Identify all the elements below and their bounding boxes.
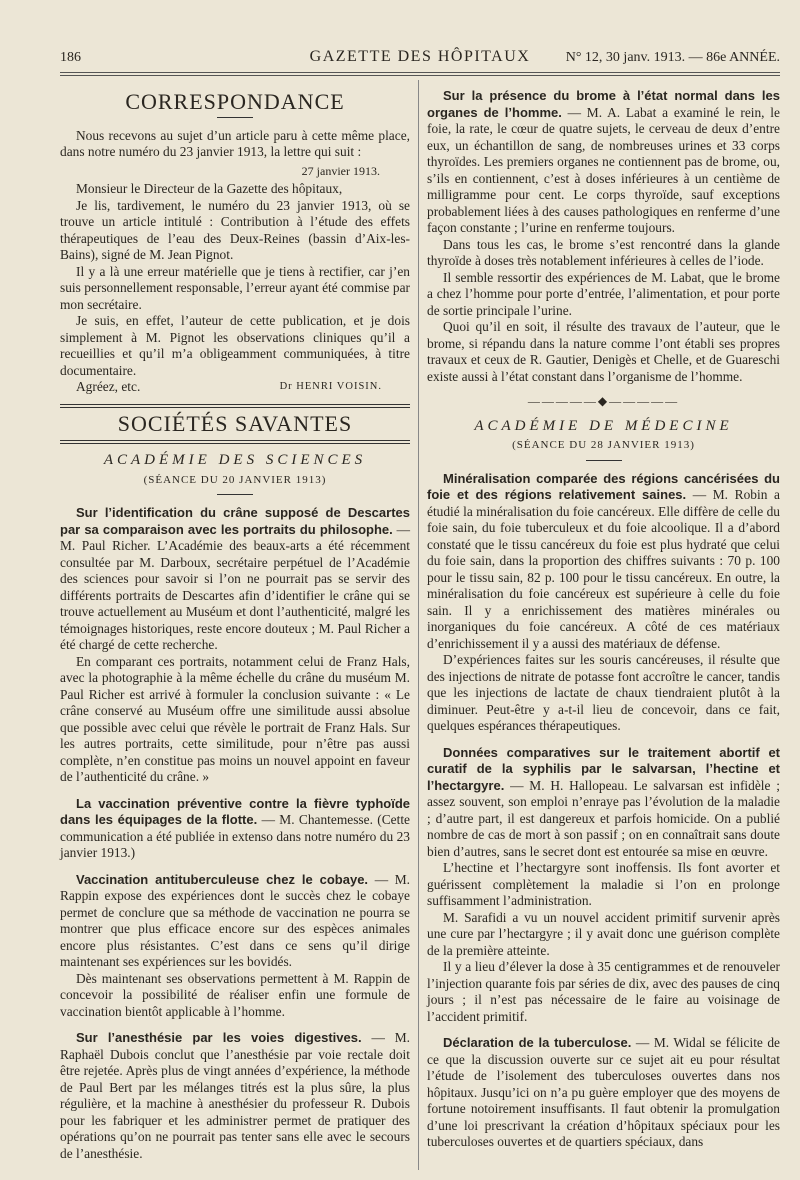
article-author: — M. Robin [692, 487, 768, 502]
article-text: Le salvarsan est infidèle ; assez souvent, son emploi n’enraye pas l’évolution de la maladie ; d’autre part, il est dangereux et parfois homicide. On a publié nombre de cas de mort à son passif ; on en connaîtrait sans doute bien d’autres, sans le secret dont est entourée sa mise en œuvre. [427, 777, 780, 859]
article-title: Sur la présence du brome à l’état normal dans les organes de l’homme. [427, 88, 780, 120]
article-title: Déclaration de la tuberculose. [443, 1035, 632, 1050]
article-foie [427, 471, 780, 653]
corr-date: 27 janvier 1913. [301, 163, 380, 178]
article-paragraph: Quoi qu’il en soit, il résulte des travaux de l’auteur, que le brome, si répandu dans la nature comme l’ont établi ses propres travaux et ceux de R. Gautier, Denigès et Chelle, et de Guareschi existe aussi à l’état constant dans l’organisme de l’homme. [427, 319, 780, 384]
article-cobaye [60, 872, 410, 971]
article-paragraph: Dès maintenant ses observations permettent à M. Rappin de concevoir la possibilité de réaliser enfin une formule de vaccination bientôt applicable à l’homme. [60, 970, 410, 1019]
article-paragraph: Il y a lieu d’élever la dose à 35 centigrammes et de renouveler l’injection quarante fois par séries de dix, avec des pauses de cinq jours ; il n’est pas nécessaire de le faire au voisinage de l’accident primitif. [427, 959, 780, 1024]
article-text: expose des expériences dont le succès chez le cobaye permet de conclure que sa méthode de vaccination ne pourra se montrer que plus efficace encore sur des espèces animales encore plus résistantes. C’est dans ce sens qu’il dirige maintenant ses expériences sur les bovidés. [60, 888, 410, 969]
article-author: — M. Paul Richer. [60, 521, 410, 553]
column-divider [418, 80, 419, 1170]
academy-heading: ACADÉMIE DE MÉDECINE [474, 417, 733, 434]
section-separator [60, 404, 410, 408]
article-text: (Cette communication a été publiée in extenso dans notre numéro du 23 janvier 1913.) [60, 812, 410, 860]
article-tuberculose [427, 1035, 780, 1151]
corr-paragraph: Il y a là une erreur matérielle que je tiens à rectifier, car j’en suis personnellement responsable, l’erreur ayant été commise par mon secrétaire. [60, 263, 410, 312]
article-title: Vaccination antituberculeuse chez le cobaye. [76, 871, 369, 887]
section-title-societes: SOCIÉTÉS SAVANTES [117, 410, 353, 436]
right-column [427, 88, 780, 1151]
article-typhoide [60, 796, 410, 862]
ornament-divider: —————◆————— [527, 394, 680, 408]
article-title: Sur l’identification du crâne supposé de Descartes par sa comparaison avec les portraits du philosophe. [60, 505, 410, 537]
article-syphilis [427, 745, 780, 861]
corr-close: Agréez, etc. [76, 379, 141, 394]
issue-info: N° 12, 30 janv. 1913. — 86e ANNÉE. [565, 50, 780, 65]
article-paragraph: L’hectine et l’hectargyre sont inoffensis. Ils font avorter et guérissent complètement la maladie si l’on en prolonge suffisamment l’administration. [427, 860, 780, 908]
article-paragraph: En comparant ces portraits, notamment celui de Franz Hals, avec la photographie à la même échelle du crâne du muséum M. Paul Richer est arrivé à formuler la conclusion suivante : « Le crâne conservé au Muséum offre une similitude aussi absolue que possible avec celui que révèle le portrait de Franz Hals. Sur les autres portraits, cette similitude, pour n’être pas aussi complète, n’en constitue pas moins un nouvel appoint en faveur de l’authenticité du crâne. » [60, 653, 410, 784]
short-rule [217, 494, 253, 495]
article-paragraph: Il semble ressortir des expériences de M. Labat, que le brome a chez l’homme pour porte d’entrée, l’alimentation, et pour porte de sortie principale l’urine. [427, 269, 780, 318]
journal-title: GAZETTE DES HÔPITAUX [309, 48, 531, 65]
corr-paragraph: Je lis, tardivement, le numéro du 23 janvier 1913, où se trouve un article intitulé : Contribution à l’étude des effets thérapeutiques de l’eau des Deux-Reines (bassin d’Aix-les-Bains), signé de M. Jean Pignot. [60, 197, 410, 262]
article-brome [427, 88, 780, 237]
left-column [60, 88, 410, 1162]
article-author: — M. H. Hallopeau. [510, 777, 628, 793]
corr-signature: Dr HENRI VOISIN. [279, 381, 382, 392]
article-author: — M. Chantemesse. [261, 812, 373, 827]
seance-date: (SÉANCE DU 20 JANVIER 1913) [143, 473, 327, 486]
article-text: conclut que l’anesthésie par voie rectale doit être rejetée. Après plus de vingt années d’expérience, la méthode de Paul Bert par les mélanges titrés est la plus sûre, la plus régulière, et la machine à anesthésier du professeur R. Dubois pour les fabriquer et les administrer permet de pratiquer des opérations qu’on ne pourrait pas tenter sans elle avec le secours de l’anesthésie. [60, 1046, 410, 1161]
article-author: — M. A. Labat [567, 104, 657, 120]
page-number: 186 [60, 50, 81, 65]
article-author: — M. Rappin [60, 871, 410, 903]
corr-signoff [60, 379, 410, 396]
article-title: Données comparatives sur le traitement abortif et curatif de la syphilis par le salvarsan, l’hectine et l’hectargyre. [427, 744, 780, 793]
article-text: L’Académie des beaux-arts a été récemment consultée par M. Darboux, secrétaire perpétuel de l’Académie des sciences pour savoir si l’on ne pourrait pas se servir des différents portraits de Descartes afin d’identifier le crâne qui se trouve actuellement au Muséum et dont l’authenticité, malgré les témoignages historiques, reste encore douteux ; M. Paul Richer a été chargé de cette recherche. [60, 538, 410, 652]
seance-date: (SÉANCE DU 28 JANVIER 1913) [512, 439, 695, 451]
article-author: — M. Widal [635, 1035, 706, 1050]
article-paragraph: D’expériences faites sur les souris cancéreuses, il résulte que des injections de nitrate de potasse font accroître le cancer, tandis que les injections de lactate de chaux tiendraient plutôt à la diminuer. Peut-être y a-t-il lieu de concevoir, dans ce fait, quelques espérances thérapeutiques. [427, 652, 780, 733]
section-separator [60, 440, 410, 444]
header-rule-2 [60, 75, 780, 76]
article-descartes [60, 505, 410, 654]
page-header [60, 48, 780, 74]
article-text: a examiné le rein, le foie, la rate, le cœur de quatre sujets, le cerveau de deux d’entre eux, un échantillon de sang, de nombreuses urines et 33 corps thyroïdes. Les premiers organes ne contiennent pas de brome, ou, s’ils en contiennent, c’est à doses inférieures à un centième de milligramme pour cent. Le corps thyroïde, sauf exceptions probablement liées à des causes pathologiques en renferme d’une façon constante ; l’urine en renferme toujours. [427, 104, 780, 235]
article-paragraph: M. Sarafidi a vu un nouvel accident primitif survenir après une cure par l’hectargyre ; il y avait donc une guérison complète de la première atteinte. [427, 909, 780, 958]
article-text: se félicite de ce que la discussion ouverte sur ce sujet ait eu pour résultat l’étude de l’isolement des tuberculoses ouvertes dans nos hôpitaux. Jusqu’ici on n’a pu guère employer que des moyens de fortune notoirement insuffisants. Il faut obtenir la promulgation d’une loi prescrivant la création d’hôpitaux spéciaux pour les tuberculoses ouvertes et de quartiers spéciaux, dans [427, 1035, 780, 1149]
article-text: a étudié la minéralisation du foie cancéreux. Elle diffère de celle du foie sain, du foie tuberculeux et du foie alcoolique. Il a d’abord constaté que le tissu cancéreux du foie est plus hydraté que celui du foie sain, dans la proportion des chiffres suivants : 70 p. 100 pour le tissu sain, 82 p. 100 pour le tissu cancéreux. En outre, la minéralisation du foie cancéreux est supérieure à celle du foie sain. Il y a enrichissement des matières minérales ou inorganiques du foie cancéreux. A côté de ces matériaux d’enrichissement il y a aussi des matériaux de défense. [427, 487, 780, 651]
article-author: — M. Raphaël Dubois [60, 1030, 410, 1062]
article-title: Minéralisation comparée des régions cancérisées du foie et des régions relativement saines. [427, 470, 780, 502]
article-title: Sur l’anesthésie par les voies digestives. [76, 1030, 362, 1045]
corr-salutation: Monsieur le Directeur de la Gazette des hôpitaux, [76, 181, 343, 196]
header-rule [60, 72, 780, 73]
corr-paragraph: Je suis, en effet, l’auteur de cette publication, et je dois simplement à M. Pignot les observations cliniques qu’il a recueillies et qu’il m’a obligeamment communiquées, à titre documentaire. [60, 313, 410, 378]
short-rule [217, 117, 253, 118]
article-paragraph: Dans tous les cas, le brome s’est rencontré dans la glande thyroïde à doses très notablement inférieures à celles de l’iode. [427, 236, 780, 268]
short-rule [586, 460, 622, 461]
article-anesthesie [60, 1030, 410, 1162]
article-title: La vaccination préventive contre la fièvre typhoïde dans les équipages de la flotte. [60, 795, 410, 827]
academy-heading: ACADÉMIE DES SCIENCES [103, 452, 367, 468]
section-title-correspondance: CORRESPONDANCE [125, 89, 345, 114]
corr-intro: Nous recevons au sujet d’un article paru à cette même place, dans notre numéro du 23 janvier 1913, la lettre qui suit : [60, 127, 410, 159]
